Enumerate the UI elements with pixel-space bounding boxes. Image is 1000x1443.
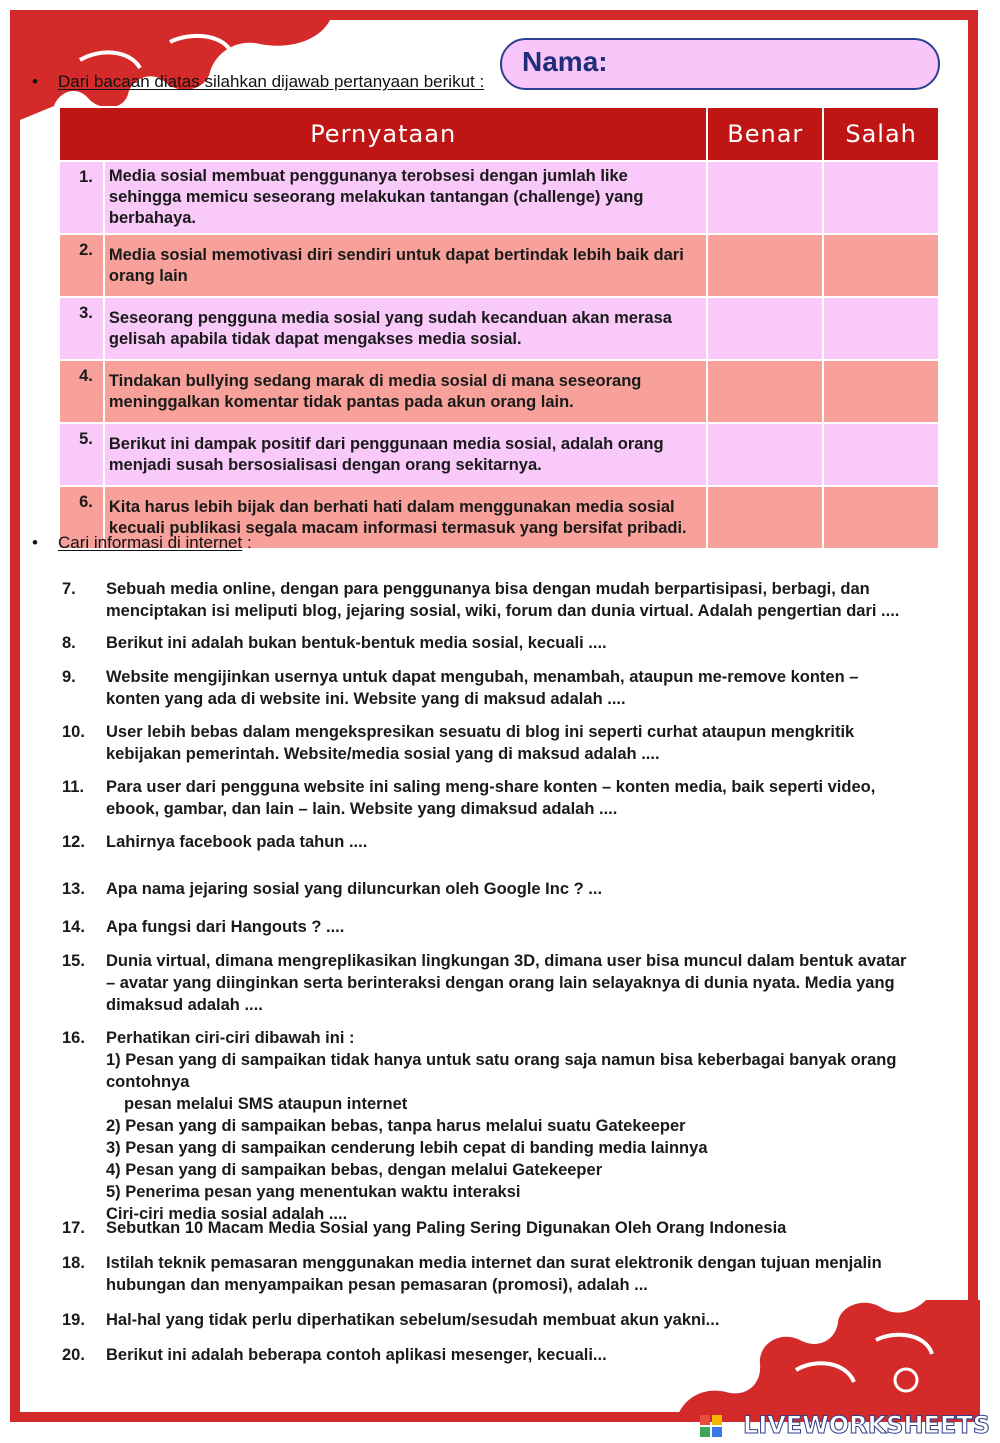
question-text: Apa fungsi dari Hangouts ? .... (106, 918, 345, 936)
question-number: 10. (62, 723, 85, 741)
question-text: Lahirnya facebook pada tahun .... (106, 833, 368, 851)
criteria-item: 2) Pesan yang di sampaikan bebas, tanpa harus melalui suatu Gatekeeper (106, 1117, 686, 1135)
question-text: Dunia virtual, dimana mengreplikasikan lingkungan 3D, dimana user bisa muncul dalam bentuk avatar – avatar yang diinginkan serta berinteraksi dengan orang lain selayaknya di dunia nyata. Media yang dimaksud adalah .... (106, 952, 907, 1014)
row-statement: Berikut ini dampak positif dari penggunaan media sosial, adalah orang menjadi susah bersosialisasi dengan orang sekitarnya. (104, 423, 707, 486)
row-statement: Tindakan bullying sedang marak di media sosial di mana seseorang meninggalkan komentar tidak pantas pada akun orang lain. (104, 360, 707, 423)
question-item (62, 1344, 912, 1366)
row-statement: Media sosial memotivasi diri sendiri untuk dapat bertindak lebih baik dari orang lain (104, 234, 707, 297)
bullet-icon: • (32, 72, 38, 91)
row-number: 6. (59, 486, 104, 549)
question-item (62, 950, 912, 1016)
benar-cell[interactable] (707, 360, 823, 423)
row-number: 4. (59, 360, 104, 423)
question-text (106, 1027, 912, 1225)
question-item (62, 1027, 912, 1225)
question-number: 9. (62, 668, 76, 686)
question-outro: Ciri-ciri media sosial adalah .... (106, 1205, 348, 1223)
statement-table (58, 106, 940, 550)
salah-cell[interactable] (823, 161, 939, 234)
name-label: Nama: (522, 46, 608, 77)
bullet-icon: • (32, 533, 38, 552)
criteria-item: pesan melalui SMS ataupun internet (124, 1095, 408, 1113)
benar-cell[interactable] (707, 486, 823, 549)
criteria-item: 5) Penerima pesan yang menentukan waktu interaksi (106, 1183, 521, 1201)
question-text: Sebuah media online, dengan para penggunanya bisa dengan mudah berpartisipasi, berbagi, dan menciptakan isi meliputi blog, jejaring sosial, wiki, forum dan dunia virtual. Adalah pengertian dari .... (106, 580, 900, 620)
benar-cell[interactable] (707, 234, 823, 297)
row-number: 5. (59, 423, 104, 486)
question-text: User lebih bebas dalam mengekspresikan sesuatu di blog ini seperti curhat ataupun mengkritik kebijakan pemerintah. Website/media sosial yang di maksud adalah .... (106, 723, 855, 763)
question-item (62, 831, 912, 853)
question-text: Para user dari pengguna website ini saling meng-share konten – konten media, baik seperti video, ebook, gambar, dan lain – lain. Website yang dimaksud adalah .... (106, 778, 876, 818)
liveworksheets-logo-icon (700, 1415, 722, 1437)
question-item (62, 666, 912, 710)
question-number: 14. (62, 918, 85, 936)
question-item (62, 1252, 912, 1296)
question-item (62, 776, 912, 820)
row-number: 2. (59, 234, 104, 297)
salah-cell[interactable] (823, 486, 939, 549)
question-number: 19. (62, 1311, 85, 1329)
row-number: 1. (59, 161, 104, 234)
question-number: 12. (62, 833, 85, 851)
question-text: Hal-hal yang tidak perlu diperhatikan sebelum/sesudah membuat akun yakni... (106, 1311, 720, 1329)
question-text: Berikut ini adalah beberapa contoh aplikasi mesenger, kecuali... (106, 1346, 607, 1364)
question-number: 15. (62, 952, 85, 970)
question-intro: Perhatikan ciri-ciri dibawah ini : (106, 1029, 355, 1047)
row-statement: Media sosial membuat penggunanya terobsesi dengan jumlah like sehingga memicu seseorang melakukan tantangan (challenge) yang berbahaya. (104, 161, 707, 234)
benar-cell[interactable] (707, 423, 823, 486)
question-number: 20. (62, 1346, 85, 1364)
criteria-item: 4) Pesan yang di sampaikan bebas, dengan melalui Gatekeeper (106, 1161, 603, 1179)
question-number: 7. (62, 580, 76, 598)
question-text: Apa nama jejaring sosial yang diluncurkan oleh Google Inc ? ... (106, 880, 603, 898)
question-number: 17. (62, 1219, 85, 1237)
table-row (59, 234, 939, 297)
row-number: 3. (59, 297, 104, 360)
salah-cell[interactable] (823, 297, 939, 360)
table-row (59, 297, 939, 360)
question-text: Website mengijinkan usernya untuk dapat mengubah, menambah, ataupun me-remove konten – konten yang ada di website ini. Website yang di maksud adalah .... (106, 668, 859, 708)
question-number: 8. (62, 634, 76, 652)
criteria-item: 1) Pesan yang di sampaikan tidak hanya untuk satu orang saja namun bisa keberbagai banyak orang contohnya (106, 1051, 897, 1091)
benar-cell[interactable] (707, 161, 823, 234)
table-row (59, 161, 939, 234)
header-salah: Salah (823, 107, 939, 161)
section2-title: Cari informasi di internet (58, 533, 243, 552)
question-text: Istilah teknik pemasaran menggunakan media internet dan surat elektronik dengan tujuan menjalin hubungan dan menyampaikan pesan pemasaran (promosi), adalah ... (106, 1254, 882, 1294)
question-number: 13. (62, 880, 85, 898)
criteria-item: 3) Pesan yang di sampaikan cenderung lebih cepat di banding media lainnya (106, 1139, 708, 1157)
section2-heading: • Cari informasi di internet : (32, 533, 252, 552)
cloud-ornament-top-left (20, 20, 330, 120)
watermark: LIVEWORKSHEETS (743, 1411, 990, 1439)
question-item (62, 878, 912, 900)
table-row (59, 360, 939, 423)
intro-text: Dari bacaan diatas silahkan dijawab pertanyaan berikut : (58, 72, 485, 91)
question-item (62, 721, 912, 765)
row-statement: Kita harus lebih bijak dan berhati hati dalam menggunakan media sosial kecuali publikasi segala macam informasi termasuk yang bersifat pribadi. (104, 486, 707, 549)
header-benar: Benar (707, 107, 823, 161)
salah-cell[interactable] (823, 423, 939, 486)
benar-cell[interactable] (707, 297, 823, 360)
question-item (62, 1217, 912, 1239)
question-item (62, 1309, 912, 1331)
intro-line (32, 72, 484, 92)
question-item (62, 632, 912, 654)
header-pernyataan: Pernyataan (59, 107, 707, 161)
question-item (62, 916, 912, 938)
question-number: 16. (62, 1029, 85, 1047)
question-text: Sebutkan 10 Macam Media Sosial yang Paling Sering Digunakan Oleh Orang Indonesia (106, 1219, 787, 1237)
row-statement: Seseorang pengguna media sosial yang sudah kecanduan akan merasa gelisah apabila tidak dapat mengakses media sosial. (104, 297, 707, 360)
table-header-row (59, 107, 939, 161)
question-text: Berikut ini adalah bukan bentuk-bentuk media sosial, kecuali .... (106, 634, 607, 652)
question-number: 18. (62, 1254, 85, 1272)
salah-cell[interactable] (823, 234, 939, 297)
name-field[interactable] (500, 38, 940, 90)
table-row (59, 423, 939, 486)
question-item (62, 578, 912, 622)
salah-cell[interactable] (823, 360, 939, 423)
question-number: 11. (62, 778, 85, 796)
